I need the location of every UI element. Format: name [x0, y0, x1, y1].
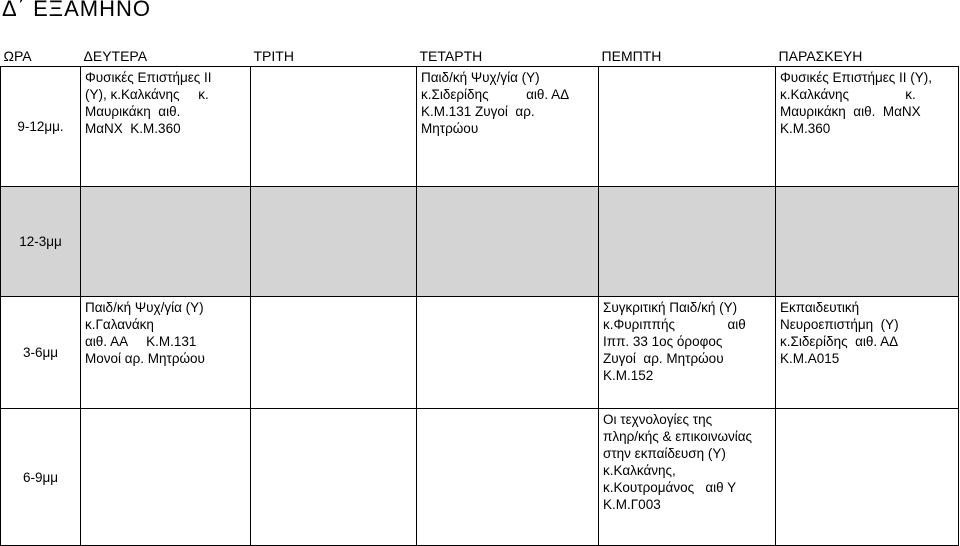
course-cell — [251, 67, 416, 69]
course-cell: Παιδ/κή Ψυχ/γία (Υ) κ.Σιδερίδης αιθ. ΑΔ Κ.Μ.131 Ζυγοί αρ. Μητρώου — [421, 70, 570, 136]
course-cell — [251, 187, 416, 189]
course-cell — [599, 67, 775, 69]
header-time: ΩΡΑ — [3, 47, 32, 64]
header-monday: ΔΕΥΤΕΡΑ — [81, 46, 251, 67]
course-cell — [776, 409, 958, 411]
page-title: Δ΄ ΕΞΑΜΗΝΟ — [2, 0, 151, 21]
time-slot: 12-3μμ — [1, 187, 81, 297]
schedule-table — [0, 46, 959, 546]
course-cell: Εκπαιδευτική Νευροεπιστήμη (Υ) κ.Σιδερίδης αιθ. ΑΔ Κ.Μ.Α015 — [780, 300, 899, 366]
header-friday: ΠΑΡΑΣΚΕΥΗ — [778, 47, 863, 64]
header-row — [1, 46, 959, 67]
time-slot: 6-9μμ — [1, 409, 81, 546]
course-cell — [417, 409, 598, 411]
course-cell — [251, 409, 416, 411]
table-row — [1, 187, 959, 297]
course-cell: Φυσικές Επιστήμες ΙΙ (Υ), κ.Καλκάνης κ. Μαυρικάκη αιθ. ΜαΝΧ Κ.Μ.360 — [85, 70, 212, 136]
course-cell — [81, 409, 250, 411]
course-cell — [599, 187, 775, 189]
table-row — [1, 297, 959, 409]
header-wednesday: ΤΕΤΑΡΤΗ — [419, 47, 483, 64]
table-row — [1, 67, 959, 187]
course-cell: Συγκριτική Παιδ/κή (Υ) κ.Φυριππής αιθ Ιππ. 33 1ος όροφος Ζυγοί αρ. Μητρώου Κ.Μ.152 — [603, 300, 746, 383]
time-slot: 9-12μμ. — [1, 67, 81, 187]
course-cell: Οι τεχνολογίες της πληρ/κής & επικοινωνίας στην εκπαίδευση (Υ) κ.Καλκάνης, κ.Κουτρομάνος αιθ Υ Κ.Μ.Γ003 — [603, 412, 753, 512]
time-slot: 3-6μμ — [1, 297, 81, 409]
header-tuesday: ΤΡΙΤΗ — [253, 47, 294, 64]
course-cell — [776, 187, 958, 189]
course-cell — [81, 187, 250, 189]
course-cell — [251, 297, 416, 299]
course-cell: Φυσικές Επιστήμες ΙΙ (Υ), κ.Καλκάνης κ. Μαυρικάκη αιθ. ΜαΝΧ Κ.Μ.360 — [780, 70, 933, 136]
header-thursday: ΠΕΜΠΤΗ — [601, 47, 662, 64]
course-cell: Παιδ/κή Ψυχ/γία (Υ) κ.Γαλανάκη αιθ. ΑΑ Κ.Μ.131 Μονοί αρ. Μητρώου — [85, 300, 205, 366]
table-row — [1, 409, 959, 546]
course-cell — [417, 187, 598, 189]
course-cell — [417, 297, 598, 299]
